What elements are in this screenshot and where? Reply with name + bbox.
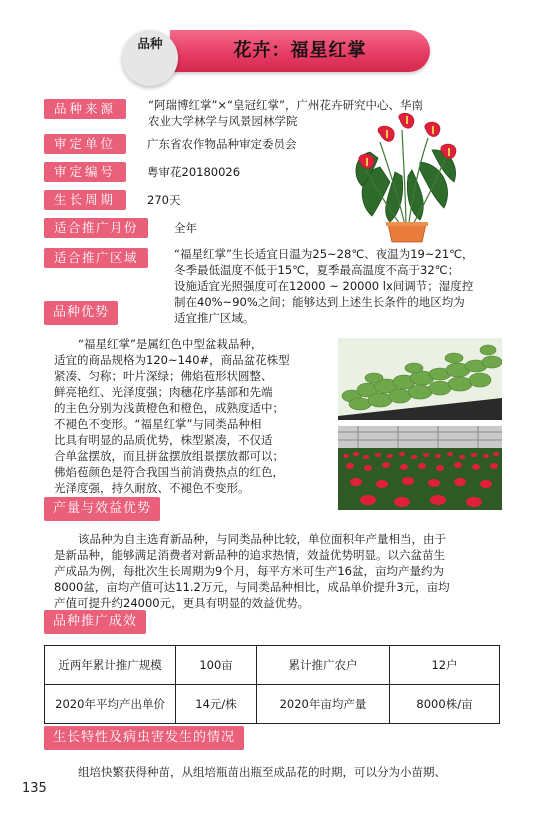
category-badge	[122, 30, 178, 86]
region-line: “福星红掌”生长适宜日温为25~28℃、夜温为19~21℃，	[174, 247, 474, 261]
advantage-line: 光泽度强，持久耐放、不褪色不变形。	[54, 481, 250, 495]
section-title-promotion: 品种推广成效	[44, 610, 146, 634]
label-promotion-months: 适合推广月份	[44, 218, 148, 238]
yield-paragraph	[54, 531, 504, 611]
region-line: 设施适宜光照强度可在12000 ~ 20000 lx间调节；湿度控	[174, 279, 474, 293]
seedling-tray-photo	[338, 338, 502, 420]
table-cell: 12户	[390, 646, 500, 685]
value-promotion-months: 全年	[174, 221, 197, 235]
advantage-line: 不褪色不变形。“福星红掌”与同类品种相	[54, 417, 262, 431]
value-growth-cycle: 270天	[147, 193, 181, 207]
advantage-line: 比具有明显的品质优势，株型紧凑，不仅适	[54, 433, 273, 447]
label-approval-number: 审定编号	[44, 162, 126, 182]
label-promotion-region: 适合推广区域	[44, 248, 148, 268]
advantage-line: 佛焰苞颜色是符合我国当前消费热点的红色，	[54, 465, 284, 479]
value-variety-source-line2: 农业大学林学与风景园林学院	[148, 114, 298, 128]
table-cell: 100亩	[176, 646, 257, 685]
value-approval-number: 粤审花20180026	[147, 165, 241, 179]
advantage-line: 鲜亮艳红、光泽度强；肉穗花序基部和先端	[54, 385, 273, 399]
table-cell: 2020年平均产出单价	[45, 685, 176, 724]
label-approval-unit: 审定单位	[44, 134, 126, 154]
label-growth-cycle: 生长周期	[44, 190, 126, 210]
section-title-advantage: 品种优势	[44, 301, 118, 325]
growth-line: 组培快繁获得种苗，从组培瓶苗出瓶至成品花的时期，可以分为小苗期、	[78, 765, 446, 779]
promotion-table	[44, 645, 500, 724]
value-variety-source-line1: “阿瑞博红掌”×“皇冠红掌”，广州花卉研究中心、华南	[148, 98, 423, 112]
section-title-yield: 产量与效益优势	[44, 497, 160, 521]
advantage-paragraph	[54, 336, 344, 496]
advantage-line: “福星红掌”是属红色中型盆栽品种，	[78, 337, 263, 351]
yield-line: 产成品为例，每批次生长周期为9个月，每平方米可生产16盆，亩均产量约为	[54, 564, 444, 578]
title-banner	[170, 30, 430, 72]
value-promotion-region	[174, 246, 504, 326]
yield-line: 是新品种，能够满足消费者对新品种的追求热情，效益优势明显。以六盆苗生	[54, 548, 445, 562]
table-cell: 2020年亩均产量	[256, 685, 389, 724]
advantage-line: 紧凑、匀称；叶片深绿；佛焰苞形状圆整、	[54, 369, 273, 383]
table-cell: 8000株/亩	[390, 685, 500, 724]
region-line: 冬季最低温度不低于15℃，夏季最高温度不高于32℃；	[174, 263, 460, 277]
advantage-line: 的主色分别为浅黄橙色和橙色，成熟度适中；	[54, 401, 284, 415]
yield-line: 8000盆，亩均产值可达11.2万元，与同类品种相比，成品单价提升3元，亩均	[54, 580, 450, 594]
advantage-line: 适宜的商品规格为120~140#，商品盆花株型	[54, 353, 290, 367]
greenhouse-photo	[338, 426, 502, 510]
page-title: 花卉：福星红掌	[233, 40, 367, 61]
label-variety-source: 品种来源	[44, 99, 126, 119]
value-approval-unit: 广东省农作物品种审定委员会	[147, 137, 297, 151]
advantage-line: 合单盆摆放，而且拼盆摆放组景摆放都可以；	[54, 449, 284, 463]
table-cell: 14元/株	[176, 685, 257, 724]
anthurium-pot-photo	[350, 112, 465, 244]
table-cell: 近两年累计推广规模	[45, 646, 176, 685]
region-line: 适宜推广区域。	[174, 311, 255, 325]
page-number: 135	[22, 781, 47, 796]
category-label: 品种	[137, 36, 163, 51]
section-title-growth: 生长特性及病虫害发生的情况	[44, 726, 244, 750]
table-row	[45, 685, 500, 724]
table-row	[45, 646, 500, 685]
yield-line: 该品种为自主选育新品种，与同类品种比较，单位面积年产量相当，由于	[78, 532, 446, 546]
region-line: 制在40%~90%之间；能够达到上述生长条件的地区均为	[174, 295, 465, 309]
table-cell: 累计推广农户	[256, 646, 389, 685]
yield-line: 产值可提升约24000元，更具有明显的效益优势。	[54, 596, 310, 610]
